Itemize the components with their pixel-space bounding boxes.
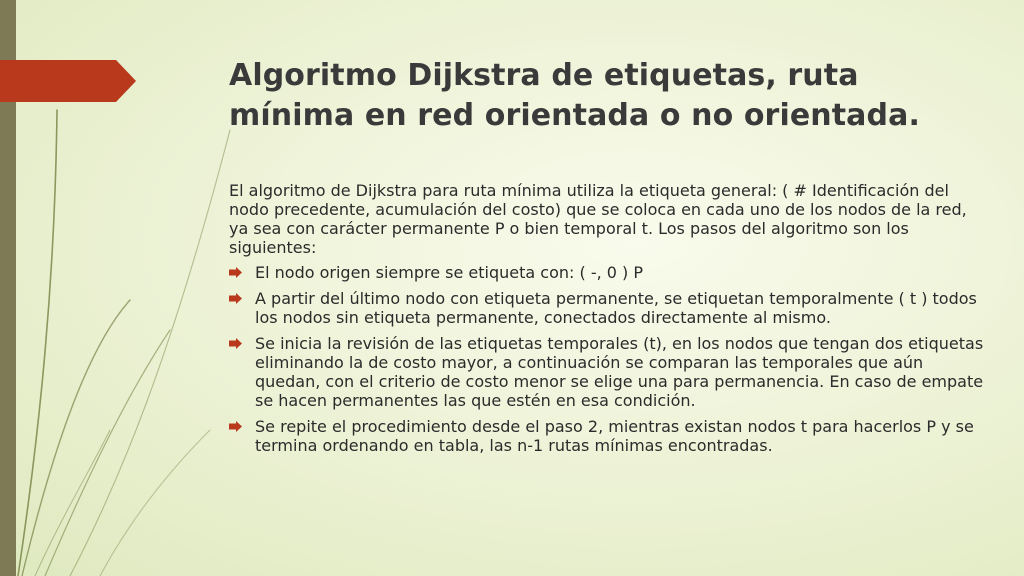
arrow-right-icon xyxy=(229,267,242,278)
list-item-text: Se inicia la revisión de las etiquetas temporales (t), en los nodos que tengan dos etiquetas eliminando la de costo mayor, a continuación se comparan las temporales que aún quedan, con el criterio de costo menor se elige una para permanencia. En caso de empate se hacen permanentes las que estén en esa condición. xyxy=(255,334,984,410)
arrow-right-icon xyxy=(229,421,242,432)
list-item xyxy=(229,263,989,282)
steps-list xyxy=(229,263,989,455)
arrow-right-icon xyxy=(229,338,242,349)
arrow-right-icon xyxy=(229,293,242,304)
list-item-text: Se repite el procedimiento desde el paso 2, mientras existan nodos t para hacerlos P y se termina ordenando en tabla, las n-1 rutas mínimas encontradas. xyxy=(255,417,974,455)
slide-title: Algoritmo Dijkstra de etiquetas, ruta mínima en red orientada o no orientada. xyxy=(229,58,920,133)
list-item xyxy=(229,289,989,327)
list-item-text: El nodo origen siempre se etiqueta con: ( -, 0 ) P xyxy=(255,263,644,282)
list-item-text: A partir del último nodo con etiqueta permanente, se etiquetan temporalmente ( t ) todos los nodos sin etiqueta permanente, conectados directamente al mismo. xyxy=(255,289,977,327)
slide-body xyxy=(229,181,989,462)
arrow-tab-icon xyxy=(0,60,136,102)
list-item xyxy=(229,417,989,455)
list-item xyxy=(229,334,989,410)
intro-paragraph: El algoritmo de Dijkstra para ruta mínima utiliza la etiqueta general: ( # Identificación del nodo precedente, acumulación del costo) que se coloca en cada uno de los nodos de la red, ya sea con carácter permanente P o bien temporal t. Los pasos del algoritmo son los siguientes: xyxy=(229,181,967,257)
